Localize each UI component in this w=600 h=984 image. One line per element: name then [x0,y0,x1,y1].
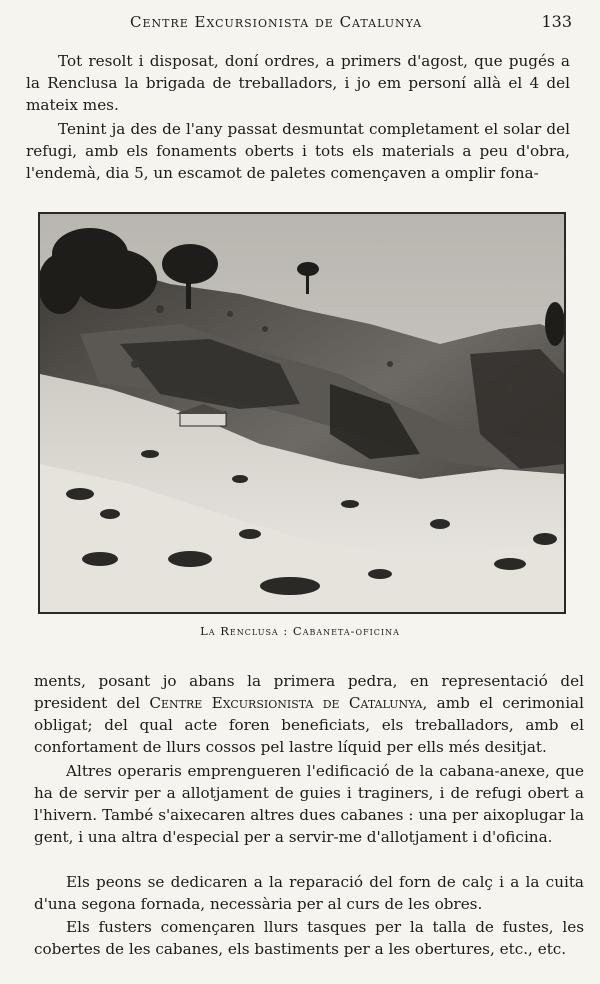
paragraph-1: Tot resolt i disposat, doní ordres, a primers d'agost, que pugés a la Renclusa la brigada de treballadors, i jo em personí allà el 4 del mateix mes. [26,52,570,114]
mountain-photograph [38,212,566,614]
page-number: 133 [541,12,572,31]
figure-caption: La Renclusa : Cabaneta-oficina [200,624,400,638]
organization-name: Centre Excursionista de Catalunya [149,694,423,712]
running-title: Centre Excursionista de Catalunya [130,13,423,31]
paragraph-4: Altres operaris emprengueren l'edificació de la cabana-anexe, que ha de servir per a allotjament de guies i traginers, i de refugi obert a l'hivern. També s'aixecaren altres dues cabanes : una per aixoplugar la gent, i una altra d'especial per a servir-me d'allotjament i d'oficina. [34,762,584,846]
paragraph-2: Tenint ja des de l'any passat desmuntat completament el solar del refugi, amb els fonaments oberts i tots els materials a peu d'obra, l'endemà, dia 5, un escamot de paletes començaven a omplir fona- [26,120,570,182]
paragraph-3: ments, posant jo abans la primera pedra, en representació del president del Centre Excursionista de Catalunya, amb el cerimonial obligat; del qual acte foren beneficiats, els treballadors, amb el confortament de llurs cossos pel lastre líquid per ells més desitjat. [34,672,584,756]
paragraph-6: Els fusters començaren llurs tasques per la talla de fustes, les cobertes de les cabanes, els bastiments per a les obertures, etc., etc. [34,918,584,958]
running-header [20,10,572,36]
rocky-slope-image [40,214,564,612]
paragraph-5: Els peons se dedicaren a la reparació del forn de calç i a la cuita d'una segona fornada, necessària per al curs de les obres. [34,873,584,913]
